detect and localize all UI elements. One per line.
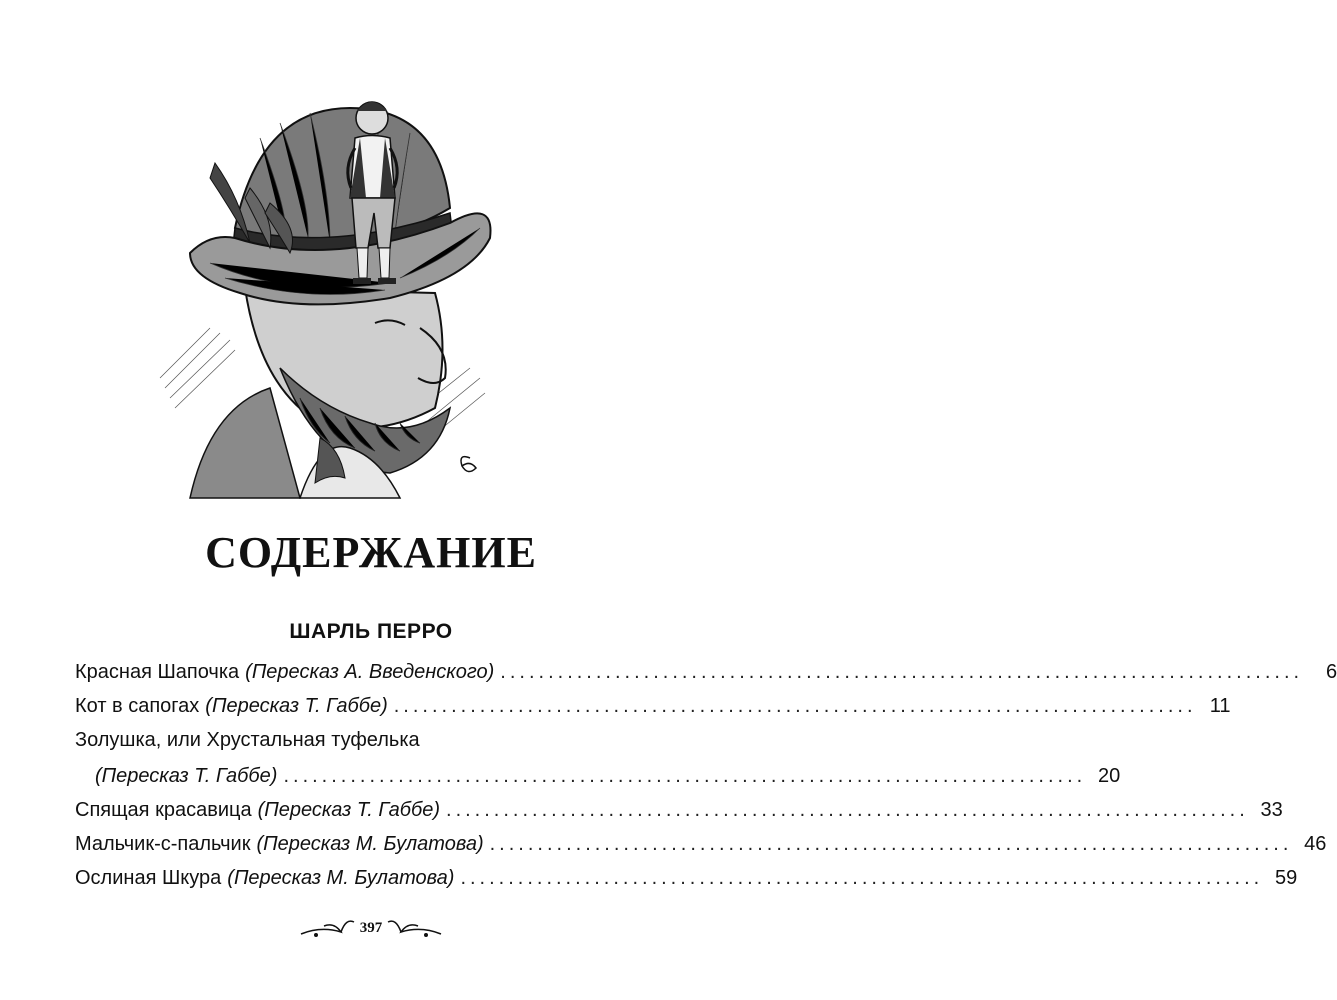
- dot-leader: ....................................................................................: [446, 799, 1249, 821]
- toc-entry-title-line[interactable]: [75, 723, 625, 759]
- entry-page: 46: [1304, 833, 1327, 855]
- entry-retelling: (Пересказ Т. Габбе): [257, 799, 441, 821]
- entry-retelling: (Пересказ М. Булатова): [256, 833, 484, 855]
- entry-page: 59: [1274, 867, 1298, 889]
- toc-entry[interactable]: [75, 689, 1231, 723]
- table-of-contents: [75, 655, 1337, 895]
- dot-leader: ....................................................................................: [500, 661, 1304, 683]
- entry-retelling: (Пересказ А. Введенского): [245, 661, 495, 683]
- dot-leader: ....................................................................................: [489, 833, 1293, 855]
- entry-title: Спящая красавица: [75, 799, 252, 821]
- entry-title: Кот в сапогах: [75, 695, 200, 717]
- entry-retelling: (Пересказ М. Булатова): [227, 867, 455, 889]
- entry-retelling: (Пересказ Т. Габбе): [205, 695, 388, 717]
- toc-entry[interactable]: [75, 827, 1327, 861]
- engraving-illustration: [150, 78, 510, 498]
- dot-leader: ....................................................................................: [283, 765, 1087, 787]
- toc-entry[interactable]: [75, 793, 1283, 827]
- toc-entry-retelling-line[interactable]: [75, 759, 1121, 793]
- dot-leader: ....................................................................................: [393, 695, 1197, 717]
- entry-title: Золушка, или Хрустальная туфелька: [75, 729, 420, 751]
- dot-leader: ....................................................................................: [460, 867, 1264, 889]
- contents-heading: СОДЕРЖАНИЕ: [205, 528, 537, 577]
- entry-title: Мальчик-с-пальчик: [75, 833, 251, 855]
- entry-page: 20: [1097, 765, 1121, 787]
- page-folio: [296, 912, 446, 948]
- page-number: 397: [359, 920, 383, 936]
- entry-page: 11: [1209, 695, 1231, 717]
- toc-entry[interactable]: [75, 861, 1298, 895]
- entry-page: 33: [1260, 799, 1283, 821]
- toc-entry[interactable]: [75, 655, 1337, 689]
- entry-title: Красная Шапочка: [75, 661, 240, 683]
- author-heading: ШАРЛЬ ПЕРРО: [289, 620, 453, 643]
- entry-retelling: (Пересказ Т. Габбе): [95, 765, 278, 787]
- entry-page: 6: [1325, 661, 1337, 683]
- entry-title: Ослиная Шкура: [75, 867, 222, 889]
